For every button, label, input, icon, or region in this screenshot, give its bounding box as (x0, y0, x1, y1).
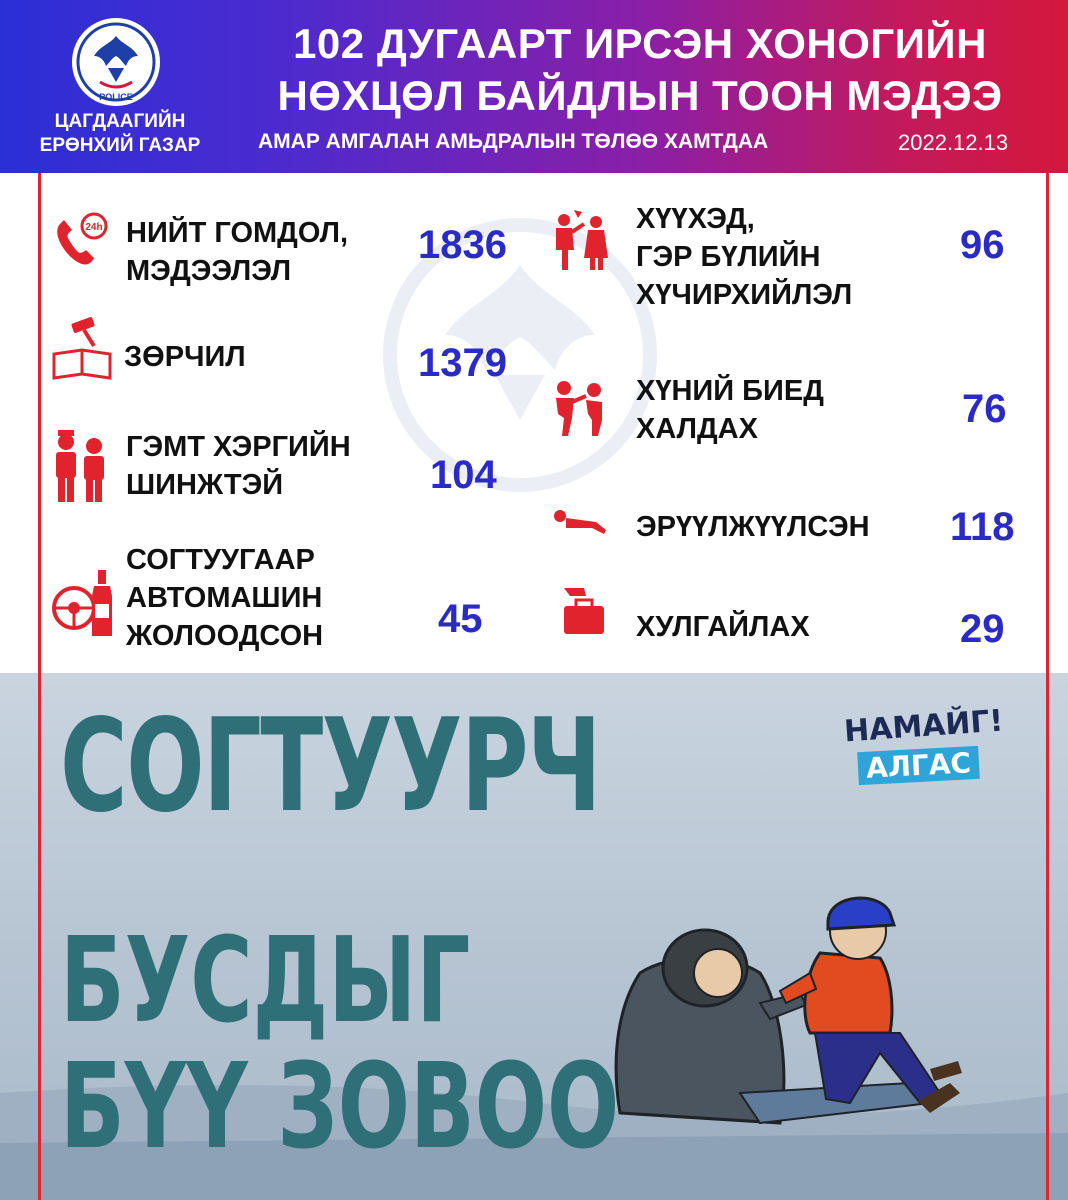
slogan-line1: СОГТУУРЧ (60, 692, 601, 841)
stat-value-domestic-violence: 96 (960, 223, 1005, 267)
gavel-book-icon (50, 316, 116, 382)
stat-value-assault: 76 (962, 387, 1007, 431)
frame-right-border (1046, 173, 1049, 1200)
campaign-poster (0, 673, 1068, 1200)
stat-label-drunk-driving: СОГТУУГААР АВТОМАШИН ЖОЛООДСОН (126, 544, 324, 652)
police-officers-icon (50, 428, 112, 504)
slogan-line2: БУСДЫГ (60, 911, 471, 1049)
logo-text: POLICE (99, 92, 133, 102)
svg-text:24h: 24h (85, 222, 103, 233)
stat-value-theft: 29 (960, 607, 1005, 651)
campaign-badge (830, 703, 1030, 803)
page-title (240, 18, 1040, 122)
frame-left-border (38, 173, 41, 1200)
org-name-line1: ЦАГДААГИЙН (54, 111, 186, 132)
stat-label-torture: ЭРҮҮЛЖҮҮЛСЭН (636, 511, 870, 543)
stat-value-drunk-driving: 45 (438, 597, 483, 641)
stat-value-complaints: 1836 (418, 223, 507, 267)
stat-label-violations: ЗӨРЧИЛ (124, 341, 246, 373)
stat-label-assault: ХҮНИЙ БИЕД ХАЛДАХ (636, 375, 824, 445)
org-name (30, 110, 210, 158)
title-line1: 102 ДУГААРТ ИРСЭН ХОНОГИЙН (293, 20, 987, 67)
domestic-violence-icon (548, 208, 614, 272)
subtitle: АМАР АМГАЛАН АМЬДРАЛЫН ТӨЛӨӨ ХАМТДАА (258, 130, 769, 153)
assault-icon (548, 374, 608, 438)
slogan (60, 692, 837, 1175)
steering-wheel-bottle-icon (50, 568, 116, 640)
badge-line1: НАМАЙГ! (842, 703, 1005, 750)
org-name-line2: ЕРӨНХИЙ ГАЗАР (39, 135, 201, 156)
police-emblem-icon (70, 16, 162, 108)
report-date: 2022.12.13 (898, 130, 1009, 155)
stat-label-crimes: ГЭМТ ХЭРГИЙН ШИНЖТЭЙ (126, 431, 351, 501)
stat-label-theft: ХУЛГАЙЛАХ (636, 611, 810, 643)
header-banner (0, 0, 1068, 173)
slogan-line3: БҮҮ ЗОВОО (60, 1037, 620, 1175)
title-line2: НӨХЦӨЛ БАЙДЛЫН ТООН МЭДЭЭ (277, 72, 1003, 119)
theft-bag-icon (560, 586, 608, 636)
stat-value-crimes: 104 (430, 453, 497, 497)
stat-value-torture: 118 (950, 505, 1015, 549)
badge-line2: АЛГАС (857, 746, 980, 785)
phone-24h-icon (50, 210, 112, 272)
stat-label-domestic-violence: ХҮҮХЭД, ГЭР БҮЛИЙН ХҮЧИРХИЙЛЭЛ (636, 203, 853, 311)
stat-label-complaints: НИЙТ ГОМДОЛ, МЭДЭЭЛЭЛ (126, 217, 349, 287)
stat-value-violations: 1379 (418, 341, 507, 385)
lying-person-icon (552, 508, 608, 536)
